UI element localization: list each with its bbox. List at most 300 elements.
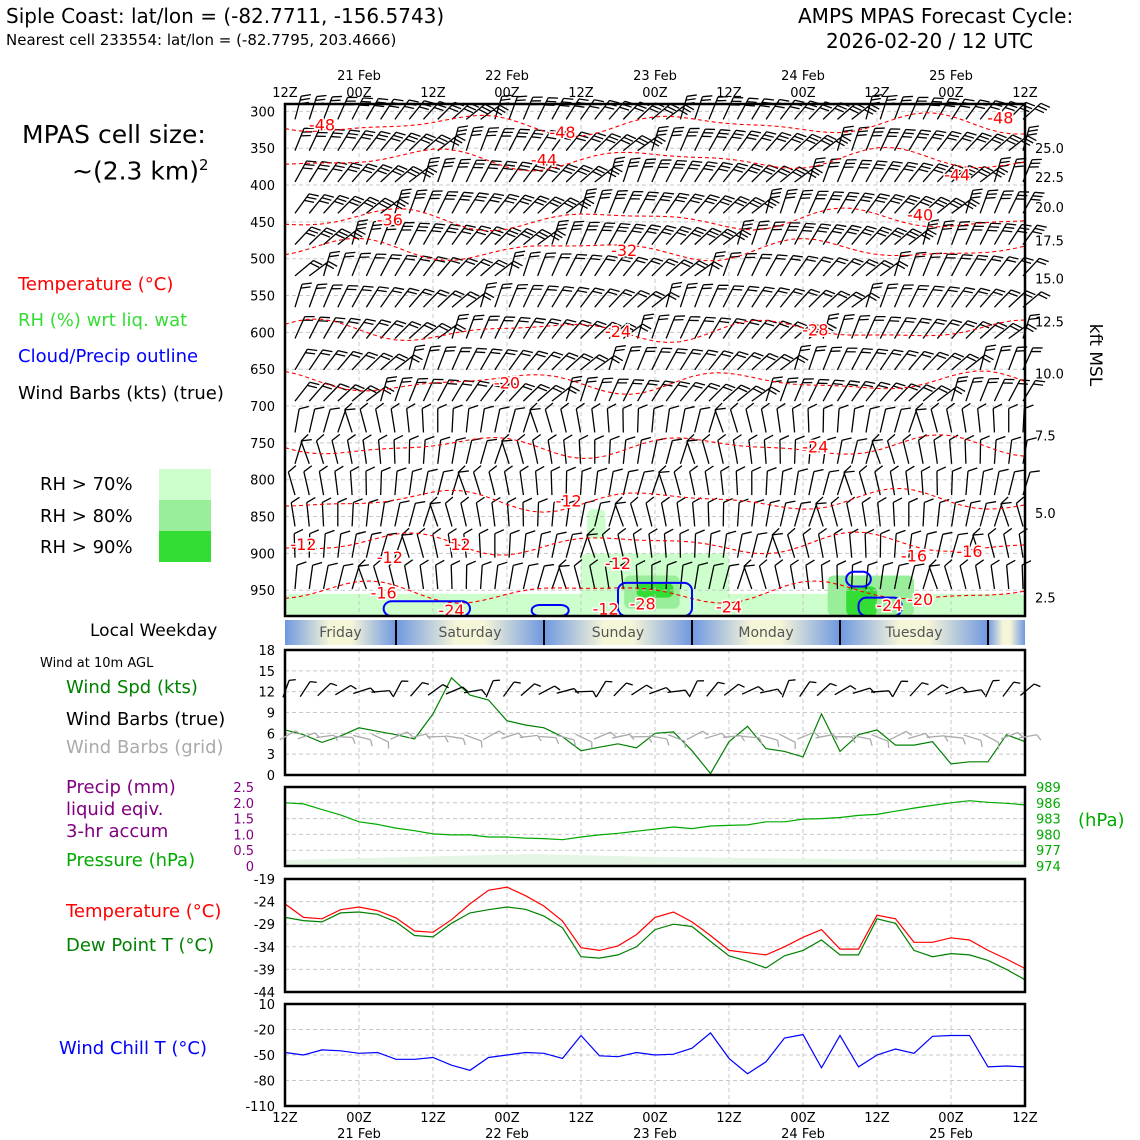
surface-barb-staff [779,734,795,742]
wind-barb-icon [745,403,761,432]
wind-barb-icon [1022,561,1032,589]
wind-barb-staff [744,566,752,589]
temperature-label: -48 [308,115,336,135]
surface-barb-grid-icon [462,735,484,748]
wind-barb-icon [895,406,911,435]
wind-barb-staff [409,503,415,526]
wind-barb-icon [695,126,715,155]
wind-barb-icon [823,288,850,313]
wind-barb-flag [526,530,535,535]
surface-barb-flag [514,680,521,686]
wind-barb-icon [352,250,371,279]
wind-barb-flag [675,313,685,320]
wind-barb-staff [966,471,968,495]
wind-barb-flag [736,467,745,471]
wind-barb-staff [322,502,323,526]
surface-barb-grid-icon [869,735,891,748]
wind-barb-icon [895,93,913,122]
wind-barb-flag [986,499,996,505]
wind-barb-staff [895,534,897,558]
wind-barb-flag [985,347,995,353]
wind-barb-icon [680,437,697,466]
kft-axis-label: kft MSL [1085,323,1105,387]
wind-barb-icon [758,560,774,589]
wind-barb-staff [880,409,885,432]
temperature-tick-label: -29 [253,918,275,934]
wind-barb-staff [980,503,986,526]
wind-barb-icon [523,530,535,559]
wind-barb-icon [774,560,789,589]
wind-barb-staff [766,503,770,527]
wind-barb-staff [809,472,814,495]
wind-barb-icon [291,497,304,526]
wind-barb-icon [709,227,736,252]
time-tick-top: 00Z [938,86,964,101]
wind-barb-icon [709,282,729,311]
pressure-right-tick: 977 [1036,844,1061,860]
wind-barb-staff [395,471,397,495]
wind-barb-icon [895,159,918,187]
surface-barb-staff [742,736,760,738]
wind-barb-icon [609,468,623,497]
wind-barb-flag [762,251,772,259]
wind-barb-staff [772,535,780,558]
wind-barb-icon [695,281,713,310]
wind-barb-flag [705,126,715,134]
surface-barb-staff [668,735,685,741]
wind-barb-flag [451,561,460,565]
wind-barb-flag [902,434,912,440]
wind-barb-flag [705,466,715,471]
wind-barb-flag [474,124,484,131]
wind-barb-flag [744,218,754,224]
wind-barb-icon [680,191,704,219]
surface-barb-true-icon [910,681,929,701]
wind-barb-icon [866,258,893,283]
pressure-tick-label: 350 [250,142,275,158]
wind-barb-flag [965,435,974,439]
wind-barb-staff [466,409,469,433]
wind-barb-flag [875,125,885,132]
wind-barb-icon [395,499,410,528]
wind-barb-flag [469,405,478,410]
wind-barb-flag [662,345,672,353]
wind-barb-staff [576,409,580,433]
wind-barb-staff [705,471,709,495]
surface-barb-staff [614,683,627,696]
kft-tick-label: 5.0 [1035,506,1056,522]
wind-barb-staff [865,534,866,558]
legend-pressure: Pressure (hPa) [66,850,196,871]
surface-barb-true-icon [393,678,408,699]
wind-barb-staff [517,441,523,464]
wind-barb-flag [816,155,826,161]
wind-barb-icon [366,467,375,495]
wind-barb-icon [324,530,335,559]
wind-barb-icon [438,376,459,405]
wind-barb-staff [652,472,660,495]
wind-barb-icon [595,467,607,496]
wind-barb-icon [523,406,540,435]
wind-barb-flag [598,467,607,472]
wind-barb-flag [671,284,681,290]
date-label-bottom: 22 Feb [485,1127,529,1140]
wind-barb-flag [842,436,852,442]
wind-barb-flag [505,125,515,132]
wind-barb-flag [758,560,768,566]
wind-barb-flag [576,403,586,409]
wind-barb-icon [638,289,665,314]
wind-barb-icon [523,562,538,591]
wind-barb-flag [418,375,428,382]
surface-barb-grid-icon [666,735,688,748]
wind-barb-flag [868,561,877,566]
wind-barb-icon [748,435,760,464]
wind-barb-staff [852,409,855,433]
surface-barb-flag [352,737,355,743]
wind-barb-icon [738,195,765,220]
surface-barb-flag [810,679,817,685]
wind-barb-icon [923,498,933,526]
wind-barb-icon [937,128,961,156]
wind-barb-staff [749,440,752,464]
wind-barb-icon [893,498,903,526]
wind-barb-icon [852,102,880,126]
wind-barb-staff [381,471,382,495]
wind-barb-flag [874,466,884,472]
wind-barb-staff [335,471,338,495]
wind-barb-icon [880,314,901,343]
wind-barb-flag [771,385,780,395]
surface-barb-flag [422,680,428,686]
time-tick-bottom: 00Z [494,1111,520,1126]
wind-barb-icon [452,189,473,218]
wind-barb-icon [324,281,343,310]
wind-barb-icon [409,467,422,496]
wind-barb-icon [695,347,718,375]
wind-barb-staff [988,535,994,558]
wind-barb-flag [727,530,736,535]
wind-barb-flag [430,155,440,161]
surface-barb-staff [575,691,593,692]
wind-barb-flag [315,434,325,440]
precip-tick-label: 1.0 [233,828,254,844]
wind-barb-icon [1009,221,1032,249]
time-tick-bottom: 00Z [790,1111,816,1126]
pressure-line [285,801,1025,840]
surface-barb-grid-icon [520,735,542,744]
wind-barb-flag [610,436,619,440]
wind-barb-icon [736,467,746,495]
surface-barb-staff [464,735,481,741]
wind-barb-icon [538,228,566,252]
surface-barb-staff [760,735,777,740]
wind-barb-icon [438,468,454,497]
wind-barb-icon [752,467,761,495]
wind-barb-flag [548,94,558,102]
wind-barb-icon [980,253,1003,281]
wind-barb-staff [523,410,530,433]
surface-barb-true-icon [893,679,908,700]
wind-barb-icon [738,498,749,527]
wind-barb-staff [1019,534,1023,558]
wind-barb-staff [819,534,824,558]
precip-tick-label: 2.0 [233,796,254,812]
wind-barb-flag [350,467,359,472]
surface-barb-grid-icon [851,736,873,746]
wind-barb-icon [1023,289,1050,314]
wind-barb-flag [392,251,402,259]
surface-barb-grid-icon [316,735,338,744]
wind-barb-flag [544,562,554,568]
wind-barb-flag [904,281,914,288]
wind-barb-staff [509,565,513,589]
wind-barb-icon [466,290,494,314]
wind-barb-flag [614,353,623,363]
weekday-name: Monday [738,625,794,641]
wind-barb-staff [523,566,528,589]
wind-barb-icon [837,436,851,465]
wind-barb-icon [980,499,996,528]
legend-wind-chill: Wind Chill T (°C) [59,1038,207,1059]
wind-barb-icon [538,250,556,279]
surface-barb-staff [280,731,296,740]
temperature-label: -44 [530,150,558,170]
date-label-top: 25 Feb [929,69,973,84]
wind-barb-icon [666,313,685,342]
wind-barb-flag [871,291,880,301]
wind-barb-flag [821,560,830,565]
wind-barb-staff [766,471,767,495]
wind-barb-flag [414,347,424,353]
wind-barb-flag [1033,344,1043,351]
wind-barb-icon [895,347,919,375]
kft-tick-label: 22.5 [1035,170,1064,186]
surface-barb-flag [666,739,670,745]
wind-barb-flag [1003,528,1013,534]
wind-barb-flag [346,249,356,256]
temperature-label: -12 [604,553,632,573]
surface-barb-flag [942,683,948,690]
wind-barb-icon [566,196,594,220]
wind-barb-staff [730,410,737,433]
surface-barb-flag [310,679,317,685]
wind-barb-staff [288,472,295,495]
surface-barb-flag [493,678,500,683]
wind-barb-flag [301,92,311,98]
wind-barb-icon [994,188,1013,217]
surface-barb-staff [353,735,370,739]
wind-barb-icon [481,437,497,466]
wind-barb-flag [535,466,544,471]
wind-barb-icon [338,406,356,435]
surface-barb-true-icon [539,685,560,700]
surface-barb-flag [993,678,1000,683]
wind-barb-icon [495,125,515,154]
kft-tick-label: 2.5 [1035,591,1056,607]
wind-barb-icon [994,500,1011,529]
wind-barb-flag [767,467,776,471]
wind-barb-icon [852,437,868,466]
surface-barb-flag [718,680,725,686]
wind-barb-flag [996,436,1005,441]
wind-barb-icon [338,530,350,559]
wind-barb-flag [772,186,782,192]
wind-barb-staff [360,409,366,432]
wind-barb-flag [1005,376,1015,383]
wind-barb-icon [452,289,479,314]
wind-barb-icon [666,257,693,282]
surface-barb-grid-icon [427,736,448,743]
wind-barb-icon [993,404,1003,432]
wind-barb-staff [495,565,498,589]
wind-barb-icon [538,316,561,344]
wind-barb-icon [886,434,903,463]
wind-barb-staff [564,440,567,464]
wind-barb-icon [723,127,745,156]
wind-barb-staff [492,503,495,527]
wind-barb-flag [839,405,848,410]
wind-barb-flag [291,497,301,502]
temperature-label: -32 [611,240,638,260]
weekday-name: Saturday [438,625,502,641]
wind-barb-icon [509,561,523,590]
wind-barb-flag [441,436,450,441]
wind-barb-icon [452,436,466,465]
wind-barb-icon [923,283,944,312]
legend-precip-3: 3-hr accum [66,821,169,842]
wind-barb-staff [295,565,297,589]
pressure-right-tick: 989 [1036,781,1061,796]
wind-barb-icon [923,316,947,344]
wind-barb-icon [366,128,390,156]
wind-barb-staff [623,472,628,495]
wind-barb-icon [946,403,961,432]
wind-barb-icon [652,405,663,434]
wind-barb-icon [438,344,456,373]
date-label-top: 21 Feb [337,69,381,84]
wind-barb-flag [507,498,516,503]
wind-barb-staff [324,534,326,558]
wind-barb-flag [664,529,673,534]
wind-barb-icon [309,314,330,343]
wind-barb-icon [795,467,808,496]
wind-barb-flag [642,133,651,143]
wind-barb-flag [734,282,744,290]
wind-barb-staff [452,472,459,495]
wind-barb-flag [800,353,809,363]
wind-barb-icon [937,251,957,280]
surface-barb-staff [893,681,902,697]
wind-barb-flag [442,321,451,331]
wind-barb-icon [795,187,813,216]
wind-barb-icon [319,466,333,495]
wind-barb-flag [818,528,828,534]
wind-barb-staff [423,440,425,464]
wind-barb-icon [595,375,613,404]
wind-barb-flag [856,290,865,300]
wind-barb-flag [472,466,482,472]
wind-barb-flag [381,467,390,471]
wind-barb-flag [844,124,854,130]
wind-barb-flag [415,499,425,505]
wind-barb-icon [523,498,532,526]
wind-barb-icon [673,466,689,495]
wind-barb-icon [638,436,651,465]
wind-barb-flag [891,314,901,322]
wind-barb-icon [338,282,358,311]
wind-barb-flag [947,251,957,258]
temperature-tick-label: -44 [253,986,275,1001]
wind-barb-staff [775,566,780,589]
wind-barb-icon [300,434,318,463]
wind-barb-flag [617,528,627,534]
wind-barb-icon [780,499,795,528]
wind-barb-flag [1015,468,1025,474]
wind-barb-icon [295,191,319,219]
wind-barb-icon [980,375,999,404]
surface-barb-grid-icon [759,735,781,747]
wind-barb-flag [414,353,423,363]
wind-barb-flag [520,126,530,134]
wind-barb-icon [689,466,704,495]
surface-barb-true-icon [1003,680,1020,700]
wind-barb-staff [695,409,701,432]
wind-barb-icon [680,158,702,187]
wind-barb-flag [770,499,780,505]
wind-barb-flag [819,376,829,384]
wind-barb-flag [970,351,979,360]
wind-barb-icon [566,284,589,312]
wind-barb-flag [599,164,608,173]
wind-barb-staff [888,441,895,464]
legend-barbs-true: Wind Barbs (true) [66,709,226,730]
wind-barb-flag [631,155,641,162]
wind-barb-flag [358,218,368,224]
legend-rh80: RH > 80% [40,506,133,527]
wind-barb-flag [402,187,412,193]
wind-barb-icon [1023,101,1050,126]
surface-wind-tick-label: 12 [258,685,275,701]
wind-barb-icon [723,228,751,252]
pressure-right-tick: 974 [1036,860,1061,875]
wind-barb-staff [674,472,680,495]
wind-barb-staff [909,410,917,433]
surface-barb-true-icon [782,678,795,700]
surface-barb-flag [886,741,891,748]
wind-barb-icon [460,497,475,526]
wind-barb-staff [379,440,381,464]
wind-barb-staff [538,534,542,558]
wind-barb-flag [618,187,628,194]
wind-barb-icon [752,251,772,280]
wind-barb-flag [601,499,611,505]
wind-barb-staff [609,471,613,495]
wind-barb-icon [580,285,604,313]
pressure-tick-label: 950 [250,584,275,600]
surface-barb-staff [742,687,758,695]
wind-barb-flag [302,280,312,286]
wind-barb-flag [629,497,639,503]
wind-barb-flag [687,92,697,98]
surface-barb-flag [1014,680,1021,686]
wind-barb-flag [701,434,711,440]
temperature-label: -12 [376,548,403,568]
wind-barb-icon [352,283,373,312]
wind-barb-staff [422,408,423,432]
wind-barb-icon [823,134,851,158]
wind-barb-icon [566,531,582,560]
